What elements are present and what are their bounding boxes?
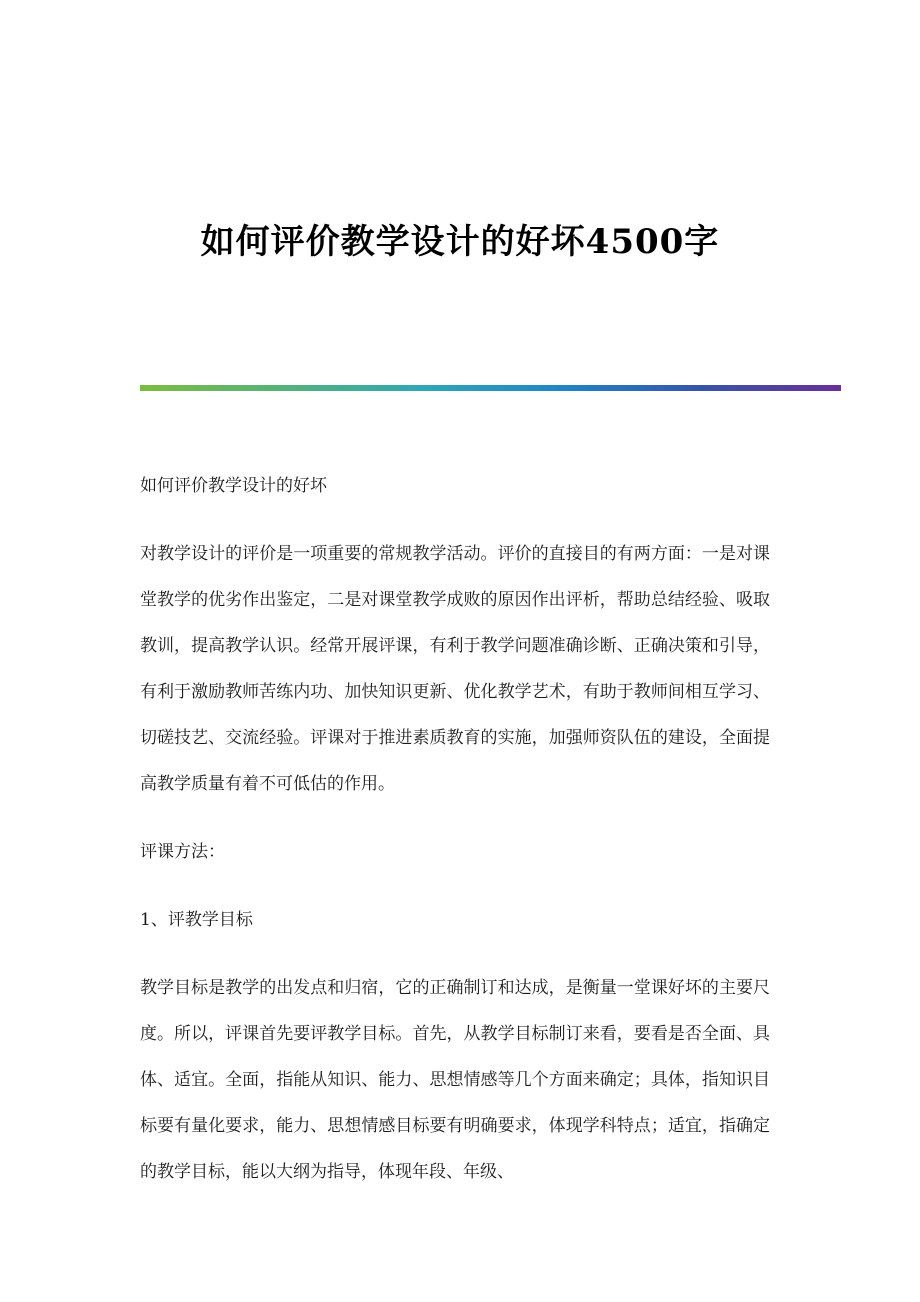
document-title: 如何评价教学设计的好坏4500字 bbox=[200, 222, 720, 262]
document-body bbox=[140, 463, 770, 1217]
body-paragraph: 对教学设计的评价是一项重要的常规教学活动。评价的直接目的有两方面：一是对课堂教学的优劣作出鉴定，二是对课堂教学成败的原因作出评析，帮助总结经验、吸取教训，提高教学认识。经常开展评课，有利于教学问题准确诊断、正确决策和引导，有利于激励教师苦练内功、加快知识更新、优化教学艺术，有助于教师间相互学习、切磋技艺、交流经验。评课对于推进素质教育的实施，加强师资队伍的建设，全面提高教学质量有着不可低估的作用。 bbox=[140, 544, 770, 794]
subsection-heading: 1、评教学目标 bbox=[140, 910, 253, 930]
section-heading: 评课方法： bbox=[140, 842, 225, 862]
section-heading: 如何评价教学设计的好坏 bbox=[140, 476, 327, 496]
title-divider bbox=[140, 385, 841, 391]
body-paragraph: 教学目标是教学的出发点和归宿，它的正确制订和达成，是衡量一堂课好坏的主要尺度。所以，评课首先要评教学目标。首先，从教学目标制订来看，要看是否全面、具体、适宜。全面，指能从知识、能力、思想情感等几个方面来确定；具体，指知识目标要有量化要求，能力、思想情感目标要有明确要求，体现学科特点；适宜，指确定的教学目标，能以大纲为指导，体现年段、年级、 bbox=[140, 978, 770, 1182]
